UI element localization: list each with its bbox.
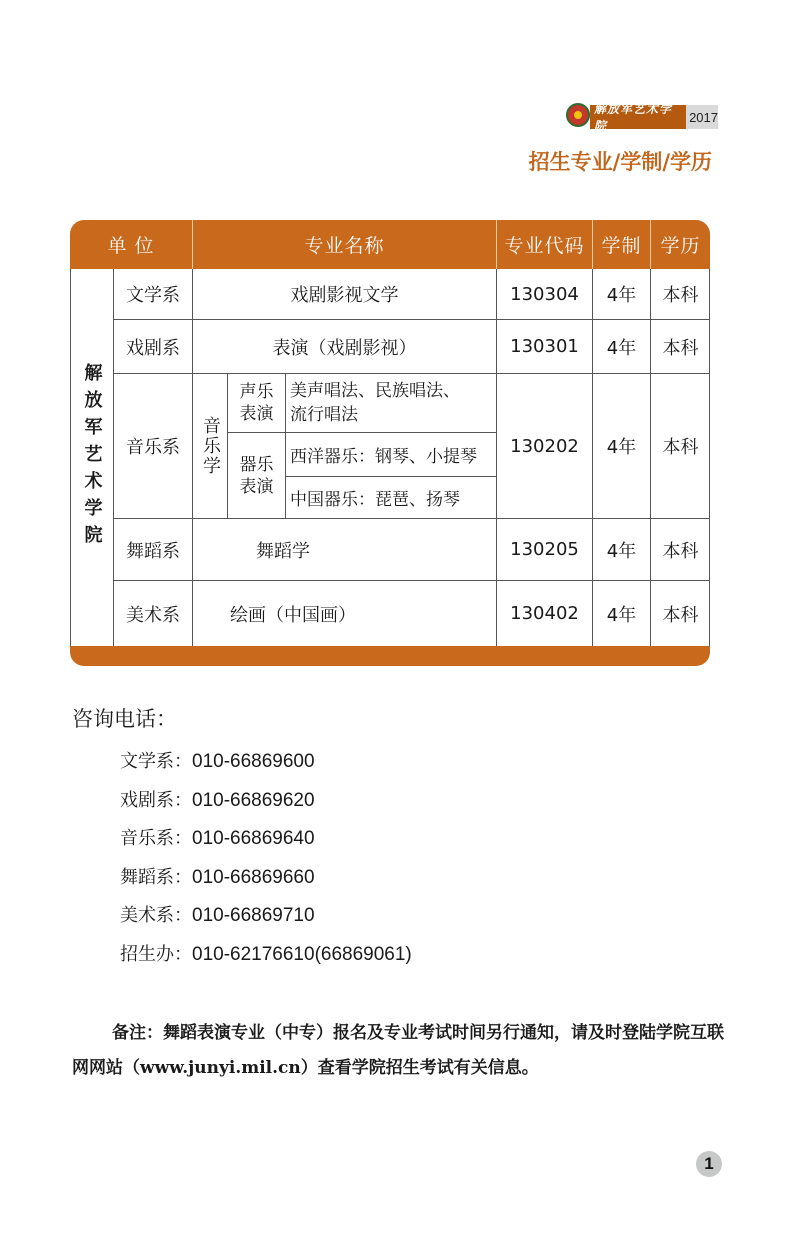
school-name: 解放军艺术学院	[590, 105, 686, 129]
track-label: 声乐表演	[239, 382, 274, 424]
col-header-years: 学制	[601, 235, 642, 257]
code-cell: 130205	[510, 539, 579, 560]
col-header-unit: 单 位	[107, 235, 155, 257]
contact-phone[interactable]: 010-66869600	[192, 751, 315, 772]
major-label: 音乐学	[200, 416, 221, 476]
track-cell	[228, 433, 285, 518]
major-cell: 舞蹈学	[256, 540, 310, 562]
degree-cell: 本科	[662, 285, 699, 306]
col-header-code: 专业代码	[504, 235, 585, 257]
years-cell: 4年	[606, 337, 637, 359]
contact-label: 美术系：	[120, 905, 192, 926]
contact-phone[interactable]: 010-66869660	[192, 867, 315, 888]
header-banner	[590, 102, 718, 133]
contact-phone[interactable]: 010-66869710	[192, 905, 315, 926]
table-footer-bar	[70, 646, 710, 666]
page-title: 招生专业/学制/学历	[528, 149, 712, 174]
col-header-major: 专业名称	[304, 235, 385, 257]
year-label: 2017	[689, 109, 718, 125]
contact-label: 戏剧系：	[120, 790, 192, 811]
contact-label: 文学系：	[120, 751, 192, 772]
contact-phone[interactable]: 010-62176610(66869061)	[192, 944, 412, 965]
years-cell: 4年	[606, 540, 637, 562]
dept-cell: 舞蹈系	[126, 540, 180, 562]
contact-item	[120, 824, 315, 850]
years-cell: 4年	[606, 285, 637, 306]
degree-cell: 本科	[662, 337, 699, 359]
major-cell: 戏剧影视文学	[290, 285, 399, 306]
majors-table	[70, 220, 710, 666]
detail-cell: 中国器乐：琵琶、扬琴	[290, 490, 460, 510]
degree-cell: 本科	[662, 437, 699, 458]
contact-item	[120, 940, 412, 966]
detail-cell	[286, 374, 496, 432]
dept-cell: 美术系	[126, 604, 180, 626]
major-cell: 绘画（中国画）	[230, 604, 356, 626]
contact-item	[120, 863, 315, 889]
code-cell: 130301	[510, 336, 579, 357]
major-cell: 表演（戏剧影视）	[272, 337, 417, 359]
track-cell	[228, 374, 285, 432]
contact-title: 咨询电话：	[72, 707, 177, 731]
contact-item	[120, 901, 315, 927]
page-number: 1	[696, 1151, 722, 1177]
dept-cell: 音乐系	[126, 437, 180, 458]
degree-cell: 本科	[662, 540, 699, 562]
unit-label: 解放军艺术学院	[81, 363, 103, 552]
contact-phone[interactable]: 010-66869640	[192, 828, 315, 849]
track-label: 器乐表演	[239, 454, 274, 497]
contact-item	[120, 786, 315, 812]
detail-cell: 西洋器乐：钢琴、小提琴	[290, 447, 477, 467]
contact-label: 舞蹈系：	[120, 867, 192, 888]
table-header	[70, 220, 710, 269]
dept-cell: 文学系	[126, 285, 180, 306]
degree-cell: 本科	[662, 604, 699, 626]
code-cell: 130402	[510, 603, 579, 624]
contact-label: 音乐系：	[120, 828, 192, 849]
code-cell: 130304	[510, 283, 579, 305]
contact-label: 招生办：	[120, 944, 192, 965]
detail-line: 流行唱法	[290, 405, 358, 425]
detail-line: 美声唱法、民族唱法、	[290, 381, 460, 401]
contact-item	[120, 747, 315, 773]
unit-cell	[70, 269, 113, 646]
school-emblem-icon	[566, 103, 590, 127]
col-header-degree: 学历	[660, 235, 701, 257]
years-cell: 4年	[606, 604, 637, 626]
remark-note: 备注：舞蹈表演专业（中专）报名及专业考试时间另行通知，请及时登陆学院互联网网站（www.junyi.mil.cn）查看学院招生考试有关信息。	[72, 1023, 724, 1078]
major-cell	[193, 374, 227, 518]
years-cell: 4年	[606, 437, 637, 458]
dept-cell: 戏剧系	[126, 337, 180, 359]
code-cell: 130202	[510, 435, 579, 457]
contact-phone[interactable]: 010-66869620	[192, 790, 315, 811]
